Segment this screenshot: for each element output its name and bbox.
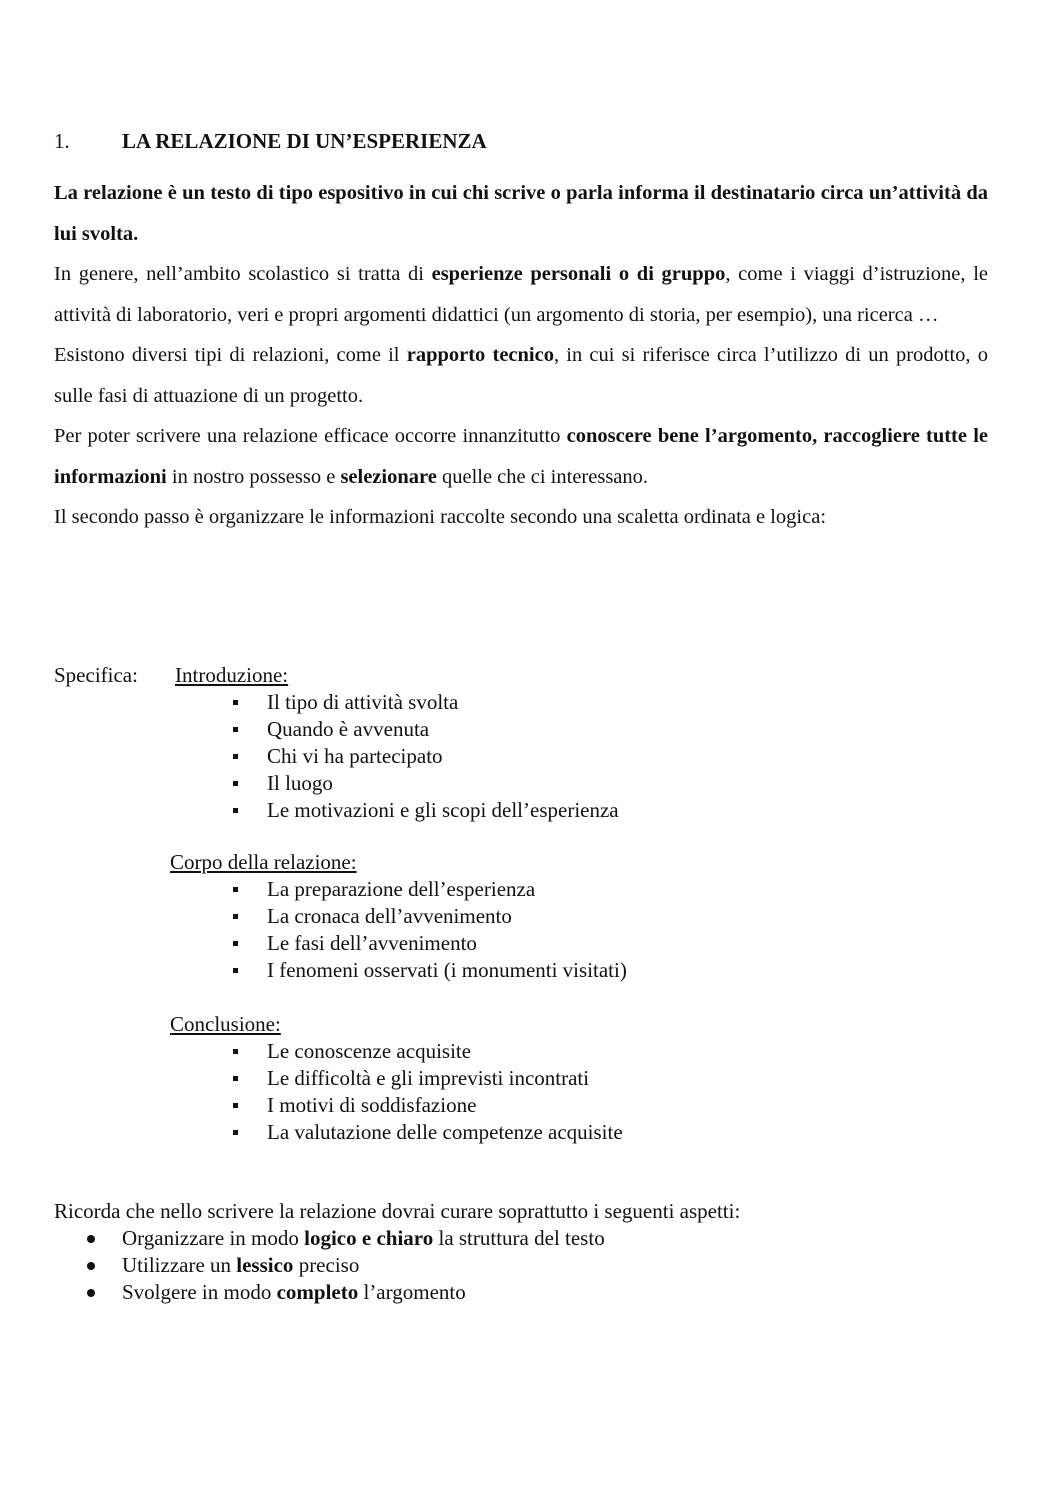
conclusione-list — [233, 1038, 623, 1146]
round-bullet-icon — [87, 1235, 95, 1243]
round-bullet-icon — [87, 1262, 95, 1270]
list-item: Le motivazioni e gli scopi dell’esperienza — [233, 797, 619, 824]
square-bullet-icon — [233, 781, 238, 786]
corpo-list — [233, 876, 627, 984]
conclusione-title: Conclusione: — [170, 1012, 281, 1036]
list-item: Chi vi ha partecipato — [233, 743, 619, 770]
heading-title: LA RELAZIONE DI UN’ESPERIENZA — [122, 129, 487, 153]
introduzione-title: Introduzione: — [175, 663, 289, 687]
paragraph-how-to-write: Per poter scrivere una relazione efficace occorre innanzitutto conoscere bene l’argomento, raccogliere tutte le informazioni in nostro possesso e selezionare quelle che ci interessano. — [54, 425, 988, 488]
remember-intro: Ricorda che nello scrivere la relazione dovrai curare soprattutto i seguenti aspetti: — [54, 1199, 741, 1223]
list-item: Quando è avvenuta — [233, 716, 619, 743]
bold-conoscere: conoscere bene l’argomento, raccogliere tutte le informazioni — [54, 425, 988, 488]
corpo-title: Corpo della relazione: — [170, 850, 357, 874]
paragraph-second-step: Il secondo passo è organizzare le informazioni raccolte secondo una scaletta ordinata e logica: — [54, 506, 827, 528]
square-bullet-icon — [233, 941, 238, 946]
square-bullet-icon — [233, 754, 238, 759]
remember-section — [54, 1198, 740, 1306]
bold-rapporto-tecnico: rapporto tecnico — [406, 344, 554, 366]
section-heading — [54, 128, 487, 154]
square-bullet-icon — [233, 700, 238, 705]
square-bullet-icon — [233, 914, 238, 919]
list-item: Organizzare in modo logico e chiaro la struttura del testo — [54, 1225, 740, 1252]
aspects-list — [54, 1225, 740, 1306]
list-item: Il tipo di attività svolta — [233, 689, 619, 716]
list-item: La valutazione delle competenze acquisite — [233, 1119, 623, 1146]
round-bullet-icon — [87, 1289, 95, 1297]
square-bullet-icon — [233, 968, 238, 973]
bold-selezionare: selezionare — [340, 465, 437, 488]
specifica-label: Specifica: — [54, 663, 138, 687]
square-bullet-icon — [233, 887, 238, 892]
square-bullet-icon — [233, 1130, 238, 1135]
list-item: I fenomeni osservati (i monumenti visitati) — [233, 957, 627, 984]
section-introduzione — [175, 662, 619, 824]
square-bullet-icon — [233, 808, 238, 813]
paragraph-types: Esistono diversi tipi di relazioni, come il rapporto tecnico, in cui si riferisce circa l’utilizzo di un prodotto, o sulle fasi di attuazione di un progetto. — [54, 344, 988, 407]
body-text — [54, 173, 988, 538]
definition-bold: La relazione è un testo di tipo espositivo in cui chi scrive o parla informa il destinatario circa un’attività da lui svolta. — [54, 182, 988, 245]
list-item: Le difficoltà e gli imprevisti incontrati — [233, 1065, 623, 1092]
list-item: I motivi di soddisfazione — [233, 1092, 623, 1119]
paragraph-definition — [54, 173, 988, 254]
square-bullet-icon — [233, 1049, 238, 1054]
list-item: La preparazione dell’esperienza — [233, 876, 627, 903]
section-conclusione — [170, 1011, 623, 1146]
introduzione-list — [233, 689, 619, 824]
square-bullet-icon — [233, 1103, 238, 1108]
list-item: Le conoscenze acquisite — [233, 1038, 623, 1065]
list-item: Il luogo — [233, 770, 619, 797]
square-bullet-icon — [233, 1076, 238, 1081]
list-item: Svolgere in modo completo l’argomento — [54, 1279, 740, 1306]
square-bullet-icon — [233, 727, 238, 732]
bold-esperienze: esperienze personali o di gruppo — [431, 263, 726, 285]
heading-number: 1. — [54, 129, 70, 153]
list-item: La cronaca dell’avvenimento — [233, 903, 627, 930]
list-item: Utilizzare un lessico preciso — [54, 1252, 740, 1279]
paragraph-school-context: In genere, nell’ambito scolastico si tratta di esperienze personali o di gruppo, come i viaggi d’istruzione, le attività di laboratorio, veri e propri argomenti didattici (un argomento di storia, per esempio), una ricerca … — [54, 263, 988, 326]
list-item: Le fasi dell’avvenimento — [233, 930, 627, 957]
section-corpo — [170, 849, 627, 984]
